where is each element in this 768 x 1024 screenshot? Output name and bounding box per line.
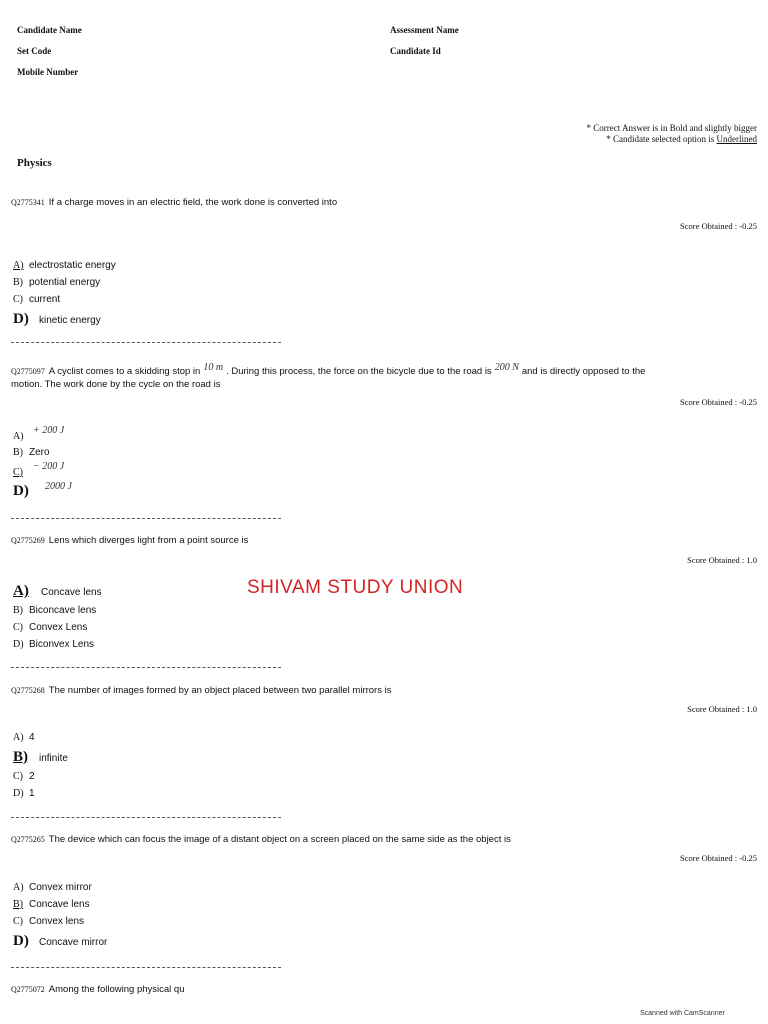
score-obtained: Score Obtained : -0.25 xyxy=(680,221,757,231)
assessment-name-label: Assessment Name xyxy=(390,25,459,35)
option-b: B) Concave lens xyxy=(13,899,90,910)
option-d: D) 1 xyxy=(13,788,35,799)
option-c: C) 2 xyxy=(13,771,35,782)
question-text-continued: motion. The work done by the cycle on the road is xyxy=(11,379,221,390)
candidate-name-label: Candidate Name xyxy=(17,25,82,35)
option-d: D) Biconvex Lens xyxy=(13,639,95,650)
option-b: B) potential energy xyxy=(13,277,101,288)
option-c: C) current xyxy=(13,294,61,305)
note-selected-option: * Candidate selected option is Underlined xyxy=(606,134,757,144)
score-obtained: Score Obtained : -0.25 xyxy=(680,853,757,863)
question-separator xyxy=(11,817,281,818)
question-text: Q2775097 A cyclist comes to a skidding stop in 10 m . During this process, the force on the bicycle due to the road is 200 N and is directly opposed to the xyxy=(11,362,646,377)
question-separator xyxy=(11,518,281,519)
option-a: A) electrostatic energy xyxy=(13,260,116,271)
question-text: Q2775269 Lens which diverges light from a point source is xyxy=(11,535,249,546)
option-a-correct: A) Concave lens xyxy=(13,583,102,599)
question-separator xyxy=(11,342,281,343)
scanner-footer: Scanned with CamScanner xyxy=(640,1010,725,1017)
option-d-correct: D) 2000 J xyxy=(13,481,72,499)
option-b-correct: B) infinite xyxy=(13,749,68,765)
note-correct-answer: * Correct Answer is in Bold and slightly bigger xyxy=(586,123,757,133)
option-d-correct: D) kinetic energy xyxy=(13,311,101,327)
option-b: B) Biconcave lens xyxy=(13,605,97,616)
score-obtained: Score Obtained : 1.0 xyxy=(687,704,757,714)
option-a: A) Convex mirror xyxy=(13,882,92,893)
question-text: Q2775341 If a charge moves in an electric field, the work done is converted into xyxy=(11,197,338,208)
option-c: C) Convex lens xyxy=(13,916,85,927)
question-text: Q2775072 Among the following physical qu xyxy=(11,984,185,995)
score-obtained: Score Obtained : 1.0 xyxy=(687,555,757,565)
question-separator xyxy=(11,667,281,668)
subject-title: Physics xyxy=(17,157,52,169)
watermark-text: SHIVAM STUDY UNION xyxy=(247,577,464,598)
candidate-id-label: Candidate Id xyxy=(390,46,441,56)
option-d-correct: D) Concave mirror xyxy=(13,933,108,949)
option-c: C)− 200 J xyxy=(13,461,65,478)
question-text: Q2775265 The device which can focus the image of a distant object on a screen placed on the same side as the object is xyxy=(11,834,511,845)
set-code-label: Set Code xyxy=(17,46,52,56)
score-obtained: Score Obtained : -0.25 xyxy=(680,397,757,407)
option-c: C) Convex Lens xyxy=(13,622,88,633)
option-a: A)+ 200 J xyxy=(13,425,65,442)
question-separator xyxy=(11,967,281,968)
mobile-number-label: Mobile Number xyxy=(17,67,79,77)
option-b: B) Zero xyxy=(13,447,50,458)
option-a: A) 4 xyxy=(13,732,35,743)
question-text: Q2775268 The number of images formed by an object placed between two parallel mirrors is xyxy=(11,685,392,696)
